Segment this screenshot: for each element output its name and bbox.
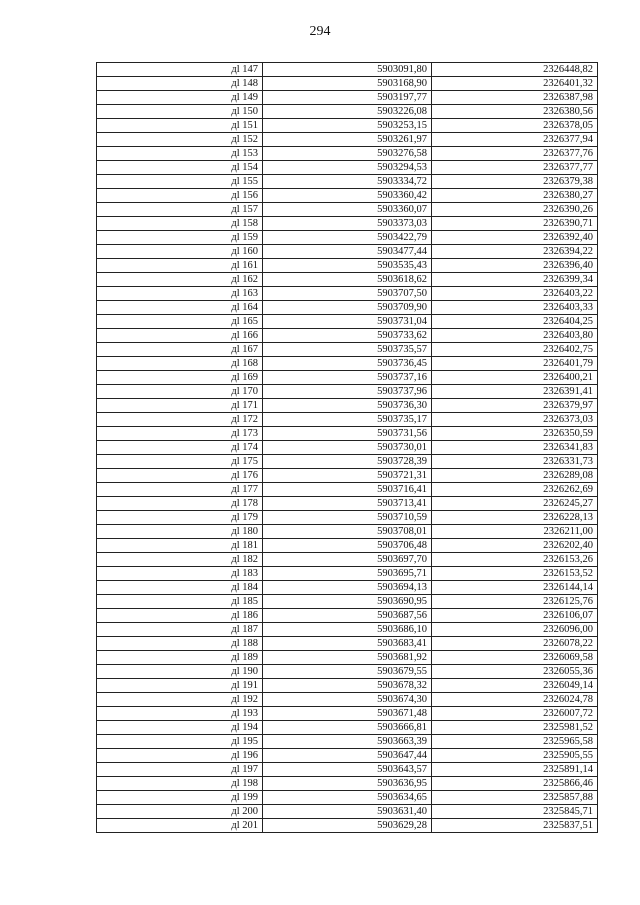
- x-coordinate-cell: 5903737,96: [263, 385, 432, 399]
- y-coordinate-cell: 2325905,55: [432, 749, 598, 763]
- coordinates-table: [96, 62, 598, 833]
- x-coordinate-cell: 5903687,56: [263, 609, 432, 623]
- y-coordinate-cell: 2326350,59: [432, 427, 598, 441]
- point-label-cell: дl 169: [97, 371, 263, 385]
- coordinates-table-body: [97, 63, 598, 833]
- x-coordinate-cell: 5903728,39: [263, 455, 432, 469]
- point-label-cell: дl 196: [97, 749, 263, 763]
- y-coordinate-cell: 2326379,97: [432, 399, 598, 413]
- x-coordinate-cell: 5903683,41: [263, 637, 432, 651]
- x-coordinate-cell: 5903535,43: [263, 259, 432, 273]
- table-row: [97, 133, 598, 147]
- point-label-cell: дl 178: [97, 497, 263, 511]
- y-coordinate-cell: 2325837,51: [432, 819, 598, 833]
- table-row: [97, 511, 598, 525]
- table-row: [97, 105, 598, 119]
- table-row: [97, 679, 598, 693]
- x-coordinate-cell: 5903647,44: [263, 749, 432, 763]
- x-coordinate-cell: 5903707,50: [263, 287, 432, 301]
- y-coordinate-cell: 2326396,40: [432, 259, 598, 273]
- point-label-cell: дl 192: [97, 693, 263, 707]
- y-coordinate-cell: 2326404,25: [432, 315, 598, 329]
- point-label-cell: дl 171: [97, 399, 263, 413]
- point-label-cell: дl 177: [97, 483, 263, 497]
- y-coordinate-cell: 2326402,75: [432, 343, 598, 357]
- point-label-cell: дl 184: [97, 581, 263, 595]
- table-row: [97, 175, 598, 189]
- y-coordinate-cell: 2326401,79: [432, 357, 598, 371]
- y-coordinate-cell: 2326153,52: [432, 567, 598, 581]
- table-row: [97, 707, 598, 721]
- point-label-cell: дl 149: [97, 91, 263, 105]
- table-row: [97, 77, 598, 91]
- table-row: [97, 539, 598, 553]
- point-label-cell: дl 163: [97, 287, 263, 301]
- table-row: [97, 189, 598, 203]
- point-label-cell: дl 183: [97, 567, 263, 581]
- point-label-cell: дl 186: [97, 609, 263, 623]
- point-label-cell: дl 191: [97, 679, 263, 693]
- x-coordinate-cell: 5903253,15: [263, 119, 432, 133]
- table-row: [97, 483, 598, 497]
- y-coordinate-cell: 2326403,80: [432, 329, 598, 343]
- table-row: [97, 217, 598, 231]
- point-label-cell: дl 158: [97, 217, 263, 231]
- point-label-cell: дl 150: [97, 105, 263, 119]
- table-row: [97, 567, 598, 581]
- point-label-cell: дl 164: [97, 301, 263, 315]
- y-coordinate-cell: 2326390,71: [432, 217, 598, 231]
- table-row: [97, 581, 598, 595]
- table-row: [97, 259, 598, 273]
- point-label-cell: дl 188: [97, 637, 263, 651]
- y-coordinate-cell: 2325866,46: [432, 777, 598, 791]
- point-label-cell: дl 201: [97, 819, 263, 833]
- x-coordinate-cell: 5903721,31: [263, 469, 432, 483]
- y-coordinate-cell: 2326394,22: [432, 245, 598, 259]
- point-label-cell: дl 153: [97, 147, 263, 161]
- y-coordinate-cell: 2326377,94: [432, 133, 598, 147]
- x-coordinate-cell: 5903736,45: [263, 357, 432, 371]
- y-coordinate-cell: 2326049,14: [432, 679, 598, 693]
- x-coordinate-cell: 5903679,55: [263, 665, 432, 679]
- table-row: [97, 497, 598, 511]
- point-label-cell: дl 174: [97, 441, 263, 455]
- table-row: [97, 525, 598, 539]
- x-coordinate-cell: 5903334,72: [263, 175, 432, 189]
- y-coordinate-cell: 2326007,72: [432, 707, 598, 721]
- y-coordinate-cell: 2326078,22: [432, 637, 598, 651]
- point-label-cell: дl 182: [97, 553, 263, 567]
- table-row: [97, 637, 598, 651]
- x-coordinate-cell: 5903197,77: [263, 91, 432, 105]
- point-label-cell: дl 198: [97, 777, 263, 791]
- x-coordinate-cell: 5903629,28: [263, 819, 432, 833]
- point-label-cell: дl 190: [97, 665, 263, 679]
- table-row: [97, 203, 598, 217]
- table-row: [97, 777, 598, 791]
- y-coordinate-cell: 2326399,34: [432, 273, 598, 287]
- point-label-cell: дl 189: [97, 651, 263, 665]
- x-coordinate-cell: 5903276,58: [263, 147, 432, 161]
- y-coordinate-cell: 2325845,71: [432, 805, 598, 819]
- table-row: [97, 315, 598, 329]
- table-row: [97, 413, 598, 427]
- point-label-cell: дl 151: [97, 119, 263, 133]
- point-label-cell: дl 200: [97, 805, 263, 819]
- table-row: [97, 147, 598, 161]
- point-label-cell: дl 157: [97, 203, 263, 217]
- x-coordinate-cell: 5903643,57: [263, 763, 432, 777]
- point-label-cell: дl 154: [97, 161, 263, 175]
- table-row: [97, 441, 598, 455]
- y-coordinate-cell: 2326055,36: [432, 665, 598, 679]
- table-row: [97, 693, 598, 707]
- y-coordinate-cell: 2326448,82: [432, 63, 598, 77]
- table-row: [97, 385, 598, 399]
- point-label-cell: дl 156: [97, 189, 263, 203]
- x-coordinate-cell: 5903091,80: [263, 63, 432, 77]
- y-coordinate-cell: 2326024,78: [432, 693, 598, 707]
- point-label-cell: дl 195: [97, 735, 263, 749]
- table-row: [97, 609, 598, 623]
- x-coordinate-cell: 5903710,59: [263, 511, 432, 525]
- x-coordinate-cell: 5903666,81: [263, 721, 432, 735]
- table-row: [97, 357, 598, 371]
- y-coordinate-cell: 2326390,26: [432, 203, 598, 217]
- y-coordinate-cell: 2325857,88: [432, 791, 598, 805]
- table-row: [97, 651, 598, 665]
- x-coordinate-cell: 5903694,13: [263, 581, 432, 595]
- table-row: [97, 119, 598, 133]
- point-label-cell: дl 165: [97, 315, 263, 329]
- point-label-cell: дl 160: [97, 245, 263, 259]
- y-coordinate-cell: 2325891,14: [432, 763, 598, 777]
- x-coordinate-cell: 5903736,30: [263, 399, 432, 413]
- point-label-cell: дl 179: [97, 511, 263, 525]
- x-coordinate-cell: 5903716,41: [263, 483, 432, 497]
- x-coordinate-cell: 5903697,70: [263, 553, 432, 567]
- x-coordinate-cell: 5903631,40: [263, 805, 432, 819]
- y-coordinate-cell: 2326341,83: [432, 441, 598, 455]
- x-coordinate-cell: 5903690,95: [263, 595, 432, 609]
- point-label-cell: дl 175: [97, 455, 263, 469]
- table-row: [97, 371, 598, 385]
- table-row: [97, 287, 598, 301]
- y-coordinate-cell: 2326400,21: [432, 371, 598, 385]
- x-coordinate-cell: 5903294,53: [263, 161, 432, 175]
- table-row: [97, 455, 598, 469]
- point-label-cell: дl 161: [97, 259, 263, 273]
- point-label-cell: дl 181: [97, 539, 263, 553]
- y-coordinate-cell: 2326401,32: [432, 77, 598, 91]
- x-coordinate-cell: 5903713,41: [263, 497, 432, 511]
- y-coordinate-cell: 2326387,98: [432, 91, 598, 105]
- point-label-cell: дl 173: [97, 427, 263, 441]
- table-row: [97, 791, 598, 805]
- y-coordinate-cell: 2326106,07: [432, 609, 598, 623]
- x-coordinate-cell: 5903634,65: [263, 791, 432, 805]
- x-coordinate-cell: 5903261,97: [263, 133, 432, 147]
- point-label-cell: дl 170: [97, 385, 263, 399]
- x-coordinate-cell: 5903373,03: [263, 217, 432, 231]
- point-label-cell: дl 197: [97, 763, 263, 777]
- point-label-cell: дl 148: [97, 77, 263, 91]
- point-label-cell: дl 162: [97, 273, 263, 287]
- point-label-cell: дl 172: [97, 413, 263, 427]
- x-coordinate-cell: 5903735,17: [263, 413, 432, 427]
- y-coordinate-cell: 2325981,52: [432, 721, 598, 735]
- table-row: [97, 91, 598, 105]
- x-coordinate-cell: 5903708,01: [263, 525, 432, 539]
- x-coordinate-cell: 5903477,44: [263, 245, 432, 259]
- point-label-cell: дl 199: [97, 791, 263, 805]
- table-row: [97, 805, 598, 819]
- x-coordinate-cell: 5903733,62: [263, 329, 432, 343]
- x-coordinate-cell: 5903671,48: [263, 707, 432, 721]
- x-coordinate-cell: 5903730,01: [263, 441, 432, 455]
- x-coordinate-cell: 5903360,42: [263, 189, 432, 203]
- x-coordinate-cell: 5903168,90: [263, 77, 432, 91]
- table-row: [97, 231, 598, 245]
- table-row: [97, 343, 598, 357]
- y-coordinate-cell: 2326125,76: [432, 595, 598, 609]
- table-row: [97, 469, 598, 483]
- point-label-cell: дl 168: [97, 357, 263, 371]
- y-coordinate-cell: 2326403,22: [432, 287, 598, 301]
- table-row: [97, 399, 598, 413]
- y-coordinate-cell: 2326202,40: [432, 539, 598, 553]
- table-row: [97, 245, 598, 259]
- x-coordinate-cell: 5903663,39: [263, 735, 432, 749]
- table-row: [97, 749, 598, 763]
- y-coordinate-cell: 2326373,03: [432, 413, 598, 427]
- y-coordinate-cell: 2326380,56: [432, 105, 598, 119]
- table-row: [97, 301, 598, 315]
- y-coordinate-cell: 2326228,13: [432, 511, 598, 525]
- table-row: [97, 595, 598, 609]
- y-coordinate-cell: 2326403,33: [432, 301, 598, 315]
- x-coordinate-cell: 5903706,48: [263, 539, 432, 553]
- point-label-cell: дl 193: [97, 707, 263, 721]
- point-label-cell: дl 187: [97, 623, 263, 637]
- y-coordinate-cell: 2326289,08: [432, 469, 598, 483]
- y-coordinate-cell: 2326144,14: [432, 581, 598, 595]
- point-label-cell: дl 147: [97, 63, 263, 77]
- x-coordinate-cell: 5903709,90: [263, 301, 432, 315]
- y-coordinate-cell: 2326331,73: [432, 455, 598, 469]
- table-row: [97, 161, 598, 175]
- y-coordinate-cell: 2326153,26: [432, 553, 598, 567]
- y-coordinate-cell: 2325965,58: [432, 735, 598, 749]
- table-row: [97, 735, 598, 749]
- y-coordinate-cell: 2326392,40: [432, 231, 598, 245]
- y-coordinate-cell: 2326211,00: [432, 525, 598, 539]
- x-coordinate-cell: 5903678,32: [263, 679, 432, 693]
- table-row: [97, 553, 598, 567]
- y-coordinate-cell: 2326096,00: [432, 623, 598, 637]
- x-coordinate-cell: 5903735,57: [263, 343, 432, 357]
- table-row: [97, 763, 598, 777]
- table-row: [97, 665, 598, 679]
- table-row: [97, 273, 598, 287]
- point-label-cell: дl 166: [97, 329, 263, 343]
- x-coordinate-cell: 5903695,71: [263, 567, 432, 581]
- x-coordinate-cell: 5903422,79: [263, 231, 432, 245]
- table-row: [97, 721, 598, 735]
- y-coordinate-cell: 2326377,76: [432, 147, 598, 161]
- x-coordinate-cell: 5903618,62: [263, 273, 432, 287]
- y-coordinate-cell: 2326245,27: [432, 497, 598, 511]
- table-row: [97, 63, 598, 77]
- x-coordinate-cell: 5903731,56: [263, 427, 432, 441]
- point-label-cell: дl 194: [97, 721, 263, 735]
- y-coordinate-cell: 2326069,58: [432, 651, 598, 665]
- x-coordinate-cell: 5903731,04: [263, 315, 432, 329]
- x-coordinate-cell: 5903360,07: [263, 203, 432, 217]
- point-label-cell: дl 176: [97, 469, 263, 483]
- x-coordinate-cell: 5903636,95: [263, 777, 432, 791]
- table-row: [97, 623, 598, 637]
- page-number: 294: [309, 24, 331, 39]
- x-coordinate-cell: 5903686,10: [263, 623, 432, 637]
- table-row: [97, 427, 598, 441]
- point-label-cell: дl 159: [97, 231, 263, 245]
- y-coordinate-cell: 2326380,27: [432, 189, 598, 203]
- point-label-cell: дl 185: [97, 595, 263, 609]
- point-label-cell: дl 155: [97, 175, 263, 189]
- x-coordinate-cell: 5903681,92: [263, 651, 432, 665]
- x-coordinate-cell: 5903737,16: [263, 371, 432, 385]
- y-coordinate-cell: 2326262,69: [432, 483, 598, 497]
- y-coordinate-cell: 2326378,05: [432, 119, 598, 133]
- table-row: [97, 819, 598, 833]
- x-coordinate-cell: 5903674,30: [263, 693, 432, 707]
- table-row: [97, 329, 598, 343]
- y-coordinate-cell: 2326379,38: [432, 175, 598, 189]
- x-coordinate-cell: 5903226,08: [263, 105, 432, 119]
- y-coordinate-cell: 2326377,77: [432, 161, 598, 175]
- y-coordinate-cell: 2326391,41: [432, 385, 598, 399]
- point-label-cell: дl 167: [97, 343, 263, 357]
- point-label-cell: дl 180: [97, 525, 263, 539]
- point-label-cell: дl 152: [97, 133, 263, 147]
